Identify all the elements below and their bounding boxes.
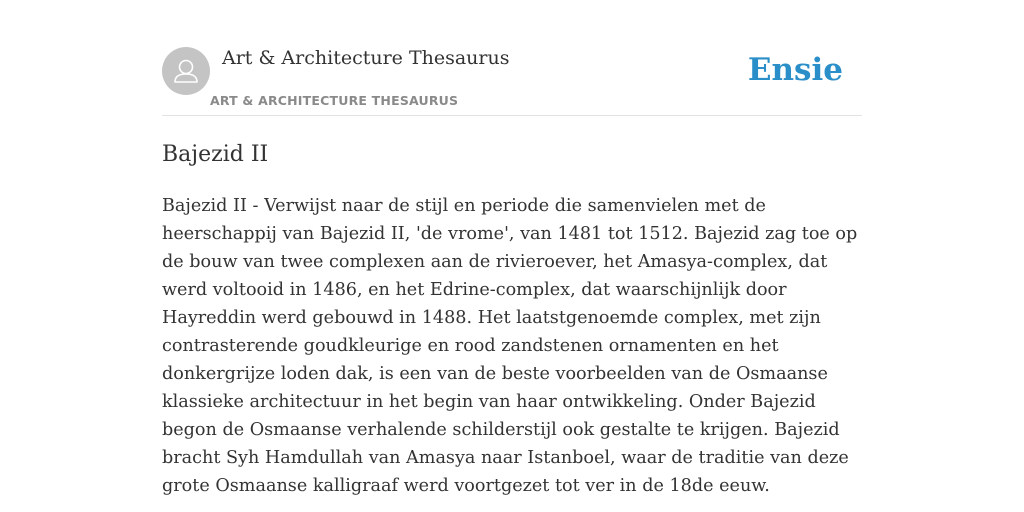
brand-logo[interactable]: Ensie <box>747 52 843 88</box>
user-icon <box>162 47 210 95</box>
source-title[interactable]: Art & Architecture Thesaurus <box>222 47 510 69</box>
entry-title: Bajezid II <box>162 142 269 167</box>
source-subtitle[interactable]: ART & ARCHITECTURE THESAURUS <box>210 93 459 108</box>
header-divider <box>162 115 862 116</box>
entry-body: Bajezid II - Verwijst naar de stijl en periode die samenvielen met de heerschappij van Bajezid II, 'de vrome', van 1481 tot 1512. Bajezid zag toe op de bouw van twee complexen aan de rivieroever, het Amasya-complex, dat werd voltooid in 1486, en het Edrine-complex, dat waarschijnlijk door Hayreddin werd gebouwd in 1488. Het laatstgenoemde complex, met zijn contrasterende goudkleurige en rood zandstenen ornamenten en het donkergrijze loden dak, is een van de beste voorbeelden van de Osmaanse klassieke architectuur in het begin van haar ontwikkeling. Onder Bajezid begon de Osmaanse verhalende schilderstijl ook gestalte te krijgen. Bajezid bracht Syh Hamdullah van Amasya naar Istanboel, waar de traditie van deze grote Osmaanse kalligraaf werd voortgezet tot ver in de 18de eeuw. <box>162 196 858 496</box>
avatar <box>162 47 210 95</box>
